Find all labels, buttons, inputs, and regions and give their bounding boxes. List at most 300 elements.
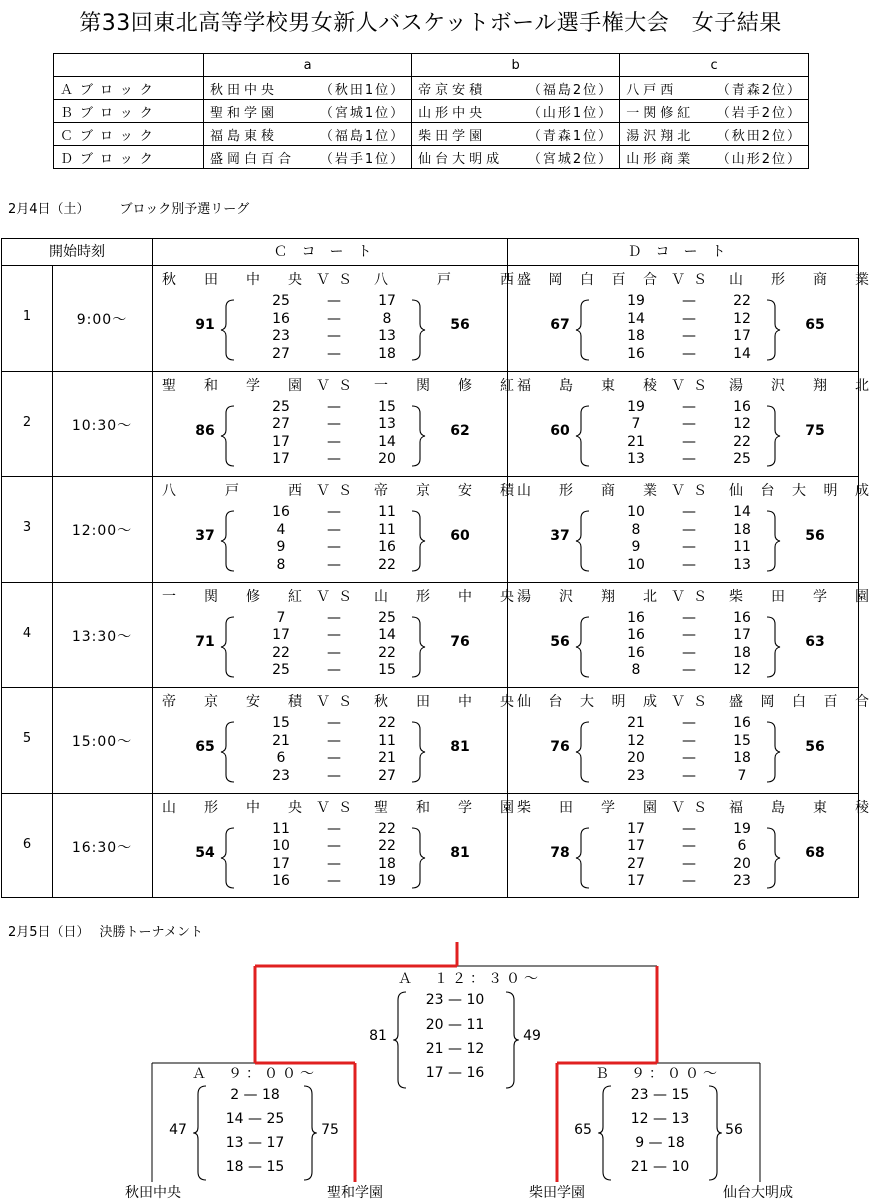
quarter-home-score: 9: [276, 539, 286, 555]
quarter-dash: —: [682, 539, 696, 555]
right-brace: [412, 406, 425, 466]
quarter-dash: —: [327, 609, 341, 626]
block-rank: （青森2位）: [716, 82, 802, 98]
round-number: 4: [22, 625, 32, 641]
game-c: [162, 371, 514, 475]
quarter-home-score: 16: [627, 644, 645, 661]
block-rank: （宮城2位）: [527, 151, 614, 167]
quarter-away-score: 14: [733, 345, 751, 362]
away-total: 63: [805, 633, 825, 650]
quarter-away-score: 13: [378, 328, 396, 344]
home-team: 秋 田 中 央: [162, 272, 302, 288]
block-rank: （山形1位）: [527, 105, 614, 121]
quarter-dash: —: [682, 556, 696, 573]
home-total: 37: [195, 528, 215, 544]
day1-heading: [8, 198, 279, 217]
quarter-away-score: 22: [378, 644, 396, 661]
quarter-away-score: 20: [378, 451, 396, 467]
tournament-bracket: [0, 930, 861, 1200]
block-rank: （山形2位）: [716, 151, 802, 167]
quarter-away-score: 14: [733, 504, 751, 520]
right-brace: [412, 828, 425, 888]
quarter-dash: —: [682, 609, 696, 626]
block-rank: （宮城1位）: [319, 105, 406, 121]
quarter-home-score: 6: [276, 750, 286, 766]
home-team: 福 島 東 稜: [517, 377, 657, 394]
quarter-away-score: 15: [733, 732, 751, 749]
quarter-away-score: 14: [378, 627, 396, 643]
quarter-dash: —: [327, 293, 341, 309]
game-d: [517, 793, 869, 897]
home-team: 山 形 商 業: [517, 483, 657, 499]
quarter-away-score: 22: [378, 820, 396, 837]
quarter-away-score: 18: [733, 644, 751, 661]
left-brace: [221, 300, 234, 360]
quarter-away-score: 18: [378, 855, 396, 872]
quarter-dash: —: [327, 416, 341, 432]
schedule-table: [1, 238, 869, 898]
home-total: 91: [195, 317, 215, 333]
quarter-home-score: 19: [627, 293, 645, 309]
home-total: 76: [550, 739, 570, 755]
day2-label: 決勝トーナメント: [99, 925, 204, 940]
quarter-away-score: 11: [378, 732, 396, 749]
quarter-away-score: 25: [733, 451, 751, 467]
quarter-dash: —: [327, 328, 341, 344]
quarter-home-score: 25: [272, 662, 290, 678]
quarter-home-score: 15: [272, 715, 290, 731]
block-rank: （岩手2位）: [716, 105, 802, 121]
home-total: 37: [550, 528, 570, 544]
quarter-away-score: 11: [378, 504, 396, 520]
quarter-home-score: 23: [627, 767, 645, 784]
semi-a-label: Ａ ９：００～: [192, 1066, 318, 1082]
quarter-away-score: 11: [378, 521, 396, 538]
quarter-away-score: 18: [733, 521, 751, 538]
semi-a-right-total: 75: [321, 1122, 339, 1138]
quarter-dash: —: [682, 838, 696, 854]
game-d: [517, 371, 869, 475]
quarter-away-score: 8: [382, 310, 392, 327]
quarter-home-score: 8: [631, 662, 641, 678]
quarter-home-score: 7: [631, 416, 641, 432]
vs-label: ＶＳ: [316, 483, 360, 499]
quarter-home-score: 23: [272, 767, 290, 784]
quarter-away-score: 12: [733, 416, 751, 432]
quarter-away-score: 22: [378, 556, 396, 573]
block-team: 福島東稜: [210, 128, 279, 144]
quarter-away-score: 19: [378, 873, 396, 889]
column-header-b: b: [412, 54, 620, 77]
left-brace: [221, 828, 234, 888]
right-brace: [412, 511, 425, 571]
quarter-dash: —: [682, 715, 696, 731]
quarter-dash: —: [682, 345, 696, 362]
away-team: 盛 岡 白 百 合: [729, 694, 869, 710]
game-c: [162, 793, 514, 897]
quarter-dash: —: [327, 398, 341, 415]
quarter-dash: —: [327, 521, 341, 538]
block-team: 秋田中央: [210, 82, 279, 98]
home-team: 山 形 中 央: [162, 799, 302, 816]
block-team: 山形中央: [418, 105, 487, 121]
header-court-d: Ｄコート: [627, 244, 740, 260]
right-brace: [767, 828, 780, 888]
quarter-home-score: 16: [272, 873, 290, 889]
page-title: 第33回東北高等学校男女新人バスケットボール選手権大会 女子結果: [79, 11, 782, 36]
quarter-dash: —: [327, 838, 341, 854]
semi-b-quarter: 12 — 13: [630, 1111, 690, 1127]
home-team: 聖 和 学 園: [162, 377, 302, 394]
round-number: 6: [22, 836, 32, 852]
quarter-away-score: 22: [733, 433, 751, 450]
left-brace: [576, 300, 589, 360]
away-team: 帝 京 安 積: [374, 483, 514, 499]
quarter-away-score: 14: [378, 433, 396, 450]
vs-label: ＶＳ: [316, 272, 360, 288]
home-team: 盛 岡 白 百 合: [517, 272, 657, 288]
game-c: [162, 687, 514, 791]
round-time: 10:30～: [71, 417, 133, 434]
block-team: 盛岡白百合: [210, 151, 296, 167]
block-row: [54, 100, 809, 123]
away-team: 聖 和 学 園: [374, 799, 514, 816]
final-quarter: 23 — 10: [425, 992, 485, 1008]
semi-a-quarter: 14 — 25: [225, 1111, 285, 1127]
left-brace: [221, 722, 234, 782]
quarter-away-score: 12: [733, 310, 751, 327]
quarter-home-score: 10: [272, 838, 290, 854]
quarter-home-score: 19: [627, 398, 645, 415]
quarter-away-score: 18: [378, 345, 396, 362]
quarter-dash: —: [327, 556, 341, 573]
away-total: 62: [450, 422, 470, 439]
quarter-away-score: 19: [733, 820, 751, 837]
bracket-team: 聖和学園: [327, 1185, 383, 1201]
home-total: 60: [550, 422, 570, 439]
round-time: 9:00～: [76, 312, 128, 328]
quarter-away-score: 22: [378, 838, 396, 854]
game-c: [162, 582, 514, 686]
quarter-dash: —: [682, 398, 696, 415]
semi-a-quarter: 18 — 15: [225, 1159, 285, 1175]
home-team: 八 戸 西: [162, 483, 302, 499]
quarter-away-score: 13: [733, 556, 751, 573]
quarter-away-score: 27: [378, 767, 396, 784]
quarter-away-score: 16: [733, 398, 751, 415]
away-team: 仙 台 大 明 成: [729, 483, 869, 499]
block-team: 山形商業: [626, 151, 695, 167]
quarter-home-score: 17: [272, 855, 290, 872]
quarter-away-score: 6: [737, 838, 747, 854]
away-total: 81: [450, 739, 470, 755]
vs-label: ＶＳ: [671, 799, 715, 816]
quarter-home-score: 16: [627, 345, 645, 362]
away-total: 76: [450, 633, 470, 650]
block-label: Ｃブロック: [54, 123, 204, 146]
quarter-home-score: 18: [627, 328, 645, 344]
quarter-home-score: 21: [627, 715, 645, 731]
final-quarter: 17 — 16: [425, 1065, 485, 1081]
away-total: 81: [450, 844, 470, 861]
block-table-header: [54, 54, 809, 77]
final-quarter: 21 — 12: [425, 1041, 485, 1057]
right-brace: [412, 617, 425, 677]
quarter-away-score: 20: [733, 855, 751, 872]
day2-date: 2月5日（日）: [8, 925, 90, 940]
quarter-away-score: 22: [733, 293, 751, 309]
away-total: 56: [450, 317, 470, 333]
quarter-home-score: 27: [272, 345, 290, 362]
away-total: 60: [450, 528, 470, 544]
quarter-away-score: 16: [733, 609, 751, 626]
right-brace: [767, 406, 780, 466]
quarter-home-score: 17: [627, 838, 645, 854]
column-header-a: a: [204, 54, 412, 77]
quarter-away-score: 15: [378, 662, 396, 678]
right-brace: [767, 722, 780, 782]
quarter-dash: —: [682, 521, 696, 538]
quarter-home-score: 8: [631, 521, 641, 538]
quarter-away-score: 17: [378, 293, 396, 309]
quarter-dash: —: [682, 855, 696, 872]
quarter-dash: —: [682, 820, 696, 837]
away-team: 山 形 中 央: [374, 588, 514, 605]
quarter-home-score: 16: [627, 627, 645, 643]
round-number: 2: [22, 414, 32, 430]
quarter-home-score: 10: [627, 504, 645, 520]
home-team: 仙 台 大 明 成: [517, 694, 657, 710]
quarter-away-score: 23: [733, 873, 751, 889]
quarter-dash: —: [327, 855, 341, 872]
quarter-dash: —: [327, 820, 341, 837]
away-team: 柴 田 学 園: [729, 588, 869, 605]
quarter-home-score: 25: [272, 398, 290, 415]
quarter-dash: —: [682, 627, 696, 643]
away-team: 湯 沢 翔 北: [729, 377, 869, 394]
away-team: 八 戸 西: [374, 272, 514, 288]
right-brace: [412, 300, 425, 360]
quarter-home-score: 9: [631, 539, 641, 555]
home-total: 78: [550, 844, 570, 861]
block-team: 聖和学園: [210, 105, 279, 121]
left-brace: [576, 828, 589, 888]
away-team: 山 形 商 業: [729, 272, 869, 288]
left-brace: [576, 406, 589, 466]
home-total: 65: [195, 739, 215, 755]
game-d: [517, 687, 869, 791]
home-total: 54: [195, 844, 215, 861]
column-header-c: c: [620, 54, 809, 77]
block-row: [54, 77, 809, 100]
quarter-home-score: 21: [272, 732, 290, 749]
quarter-dash: —: [682, 293, 696, 309]
quarter-dash: —: [682, 750, 696, 766]
quarter-home-score: 17: [627, 873, 645, 889]
away-total: 75: [805, 422, 825, 439]
quarter-dash: —: [327, 345, 341, 362]
block-team: 帝京安積: [418, 82, 487, 98]
home-team: 帝 京 安 積: [162, 694, 302, 710]
block-team: 柴田学園: [418, 128, 487, 144]
block-label: Ａブロック: [54, 77, 204, 100]
header-start-time: 開始時刻: [49, 244, 105, 260]
quarter-away-score: 16: [733, 715, 751, 731]
away-total: 56: [805, 528, 825, 544]
quarter-home-score: 25: [272, 293, 290, 309]
quarter-dash: —: [682, 504, 696, 520]
block-rank: （福島1位）: [319, 128, 406, 144]
quarter-dash: —: [682, 416, 696, 432]
quarter-away-score: 18: [733, 750, 751, 766]
vs-label: ＶＳ: [316, 694, 360, 710]
vs-label: ＶＳ: [316, 799, 360, 816]
quarter-away-score: 11: [733, 539, 751, 555]
quarter-away-score: 13: [378, 416, 396, 432]
quarter-dash: —: [682, 644, 696, 661]
quarter-home-score: 27: [272, 416, 290, 432]
quarter-dash: —: [327, 644, 341, 661]
quarter-home-score: 17: [272, 433, 290, 450]
round-time: 12:00～: [71, 523, 133, 539]
round-number: 1: [22, 309, 32, 324]
right-brace: [767, 617, 780, 677]
quarter-home-score: 16: [627, 609, 645, 626]
quarter-home-score: 21: [627, 433, 645, 450]
left-brace: [576, 617, 589, 677]
day1-label: ブロック別予選リーグ: [119, 202, 250, 217]
round-number: 3: [22, 520, 32, 535]
block-team: 仙台大明成: [418, 151, 504, 167]
right-brace: [767, 300, 780, 360]
vs-label: ＶＳ: [316, 588, 360, 605]
left-brace: [576, 511, 589, 571]
quarter-home-score: 16: [272, 504, 290, 520]
quarter-home-score: 22: [272, 644, 290, 661]
quarter-dash: —: [327, 310, 341, 327]
away-team: 秋 田 中 央: [374, 694, 514, 710]
quarter-dash: —: [327, 504, 341, 520]
quarter-home-score: 16: [272, 310, 290, 327]
vs-label: ＶＳ: [671, 588, 715, 605]
block-rank: （秋田1位）: [319, 82, 406, 98]
quarter-dash: —: [682, 310, 696, 327]
bracket-team: 柴田学園: [529, 1185, 585, 1201]
block-team: 湯沢翔北: [626, 128, 695, 144]
right-brace: [412, 722, 425, 782]
block-rank: （福島2位）: [527, 82, 614, 98]
quarter-dash: —: [682, 433, 696, 450]
semi-b-right-total: 56: [725, 1122, 743, 1138]
quarter-away-score: 17: [733, 328, 751, 344]
quarter-dash: —: [327, 433, 341, 450]
quarter-dash: —: [327, 451, 341, 467]
quarter-away-score: 12: [733, 662, 751, 678]
quarter-dash: —: [682, 732, 696, 749]
left-brace: [221, 406, 234, 466]
block-table: [53, 53, 809, 169]
game-c: [162, 265, 514, 369]
quarter-dash: —: [327, 715, 341, 731]
quarter-dash: —: [327, 873, 341, 889]
semi-a-quarter: 2 — 18: [230, 1087, 280, 1103]
quarter-away-score: 25: [378, 609, 396, 626]
home-team: 湯 沢 翔 北: [517, 588, 657, 605]
quarter-dash: —: [327, 732, 341, 749]
block-rank: （青森1位）: [527, 128, 614, 144]
semi-a-quarter: 13 — 17: [225, 1135, 285, 1151]
round-number: 5: [22, 731, 32, 746]
home-total: 67: [550, 317, 570, 333]
final-left-total: 81: [369, 1028, 387, 1044]
block-label: Ｄブロック: [54, 146, 204, 169]
quarter-dash: —: [327, 662, 341, 678]
quarter-dash: —: [682, 451, 696, 467]
header-court-c: Ｃコート: [273, 244, 386, 260]
away-team: 一 関 修 紅: [374, 377, 514, 394]
away-team: 福 島 東 稜: [729, 799, 869, 816]
quarter-away-score: 15: [378, 398, 396, 415]
block-rank: （岩手1位）: [319, 151, 406, 167]
vs-label: ＶＳ: [671, 694, 715, 710]
away-total: 65: [805, 317, 825, 333]
vs-label: ＶＳ: [671, 272, 715, 288]
game-c: [162, 476, 514, 580]
vs-label: ＶＳ: [671, 483, 715, 499]
home-total: 86: [195, 422, 215, 439]
quarter-home-score: 27: [627, 855, 645, 872]
round-time: 16:30～: [71, 839, 133, 856]
quarter-home-score: 17: [272, 627, 290, 643]
block-team: 八戸西: [626, 82, 678, 98]
home-team: 一 関 修 紅: [162, 588, 302, 605]
home-total: 71: [195, 633, 215, 650]
block-team: 一関修紅: [626, 105, 695, 121]
away-total: 68: [805, 844, 825, 861]
left-brace: [221, 617, 234, 677]
bracket-team: 秋田中央: [125, 1185, 181, 1201]
final-label: Ａ １２：３０～: [398, 971, 542, 987]
quarter-dash: —: [682, 873, 696, 889]
home-total: 56: [550, 633, 570, 650]
semi-b-quarter: 9 — 18: [635, 1135, 685, 1151]
quarter-home-score: 17: [627, 820, 645, 837]
quarter-home-score: 11: [272, 820, 290, 837]
right-brace: [767, 511, 780, 571]
quarter-dash: —: [682, 767, 696, 784]
final-right-total: 49: [523, 1028, 541, 1044]
quarter-dash: —: [682, 328, 696, 344]
day1-date: 2月4日（土）: [8, 202, 90, 217]
quarter-home-score: 23: [272, 328, 290, 344]
semi-b-left-total: 65: [574, 1122, 592, 1138]
quarter-away-score: 21: [378, 750, 396, 766]
semi-b-label: Ｂ ９：００～: [595, 1066, 721, 1082]
semi-b-quarter: 21 — 10: [630, 1159, 690, 1175]
quarter-home-score: 7: [276, 609, 286, 626]
quarter-home-score: 8: [276, 556, 286, 573]
vs-label: ＶＳ: [671, 377, 715, 394]
bracket-team: 仙台大明成: [723, 1185, 793, 1201]
quarter-dash: —: [327, 750, 341, 766]
away-total: 56: [805, 739, 825, 755]
quarter-away-score: 17: [733, 627, 751, 643]
round-time: 15:00～: [71, 734, 133, 750]
block-rank: （秋田2位）: [716, 128, 802, 144]
quarter-dash: —: [327, 627, 341, 643]
quarter-dash: —: [327, 539, 341, 555]
home-team: 柴 田 学 園: [517, 799, 657, 816]
